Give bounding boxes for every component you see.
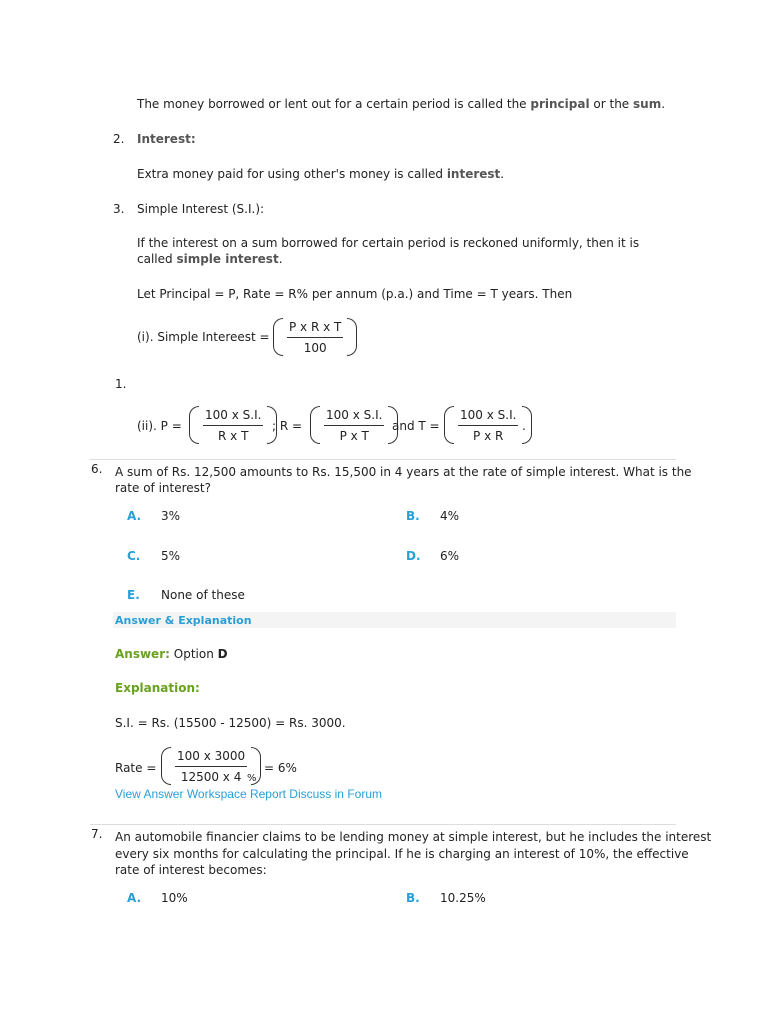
q6-option-a[interactable]	[127, 509, 181, 523]
formula-1-fraction	[273, 318, 357, 356]
question-7-text-line1: An automobile financier claims to be lending money at simple interest, but he includes the interest	[115, 830, 712, 844]
question-7-text-line3: rate of interest becomes:	[115, 863, 267, 877]
answer-line: Answer: Option D	[115, 647, 228, 661]
q6-option-c[interactable]	[127, 549, 181, 563]
formula-3-fraction	[310, 406, 398, 444]
option-text: 6%	[440, 549, 460, 563]
formula-3-numerator: 100 x S.I.	[324, 408, 384, 426]
sum-term: sum	[633, 97, 662, 111]
option-text: 10.25%	[440, 891, 486, 905]
rate-percent-sign: %	[247, 773, 257, 784]
formula-3-separator: and T =	[392, 419, 440, 433]
question-7-text-line2: every six months for calculating the principal. If he is charging an interest of 10%, the effective	[115, 847, 689, 861]
interest-term: interest	[446, 167, 501, 181]
item-3-number: 3.	[113, 202, 125, 216]
formula-4-fraction	[444, 406, 532, 444]
formula-1-numerator: P x R x T	[287, 320, 343, 338]
item-3-title: Simple Interest (S.I.):	[137, 202, 265, 216]
question-6-text-line2: rate of interest?	[115, 481, 211, 495]
formula-2-numerator: 100 x S.I.	[203, 408, 263, 426]
formula-4-numerator: 100 x S.I.	[458, 408, 518, 426]
list-number-1: 1.	[115, 377, 127, 391]
simple-interest-term: simple interest	[176, 252, 279, 266]
formula-2-separator: ; R =	[272, 419, 303, 433]
option-text: 10%	[161, 891, 188, 905]
option-letter: A.	[127, 891, 142, 905]
option-letter: E.	[127, 588, 140, 602]
option-text: 5%	[161, 549, 181, 563]
option-letter: C.	[127, 549, 141, 563]
principal-term: principal	[530, 97, 590, 111]
explanation-label: Explanation:	[115, 681, 200, 695]
question-divider	[90, 824, 676, 825]
rate-denominator: 12500 x 4	[180, 769, 242, 784]
formula-4-end: .	[522, 419, 526, 433]
question-7-number: 7.	[91, 827, 103, 841]
option-text: None of these	[161, 588, 245, 602]
q7-option-a[interactable]	[127, 891, 188, 905]
q6-option-d[interactable]	[406, 549, 460, 563]
option-letter: B.	[406, 509, 420, 523]
answer-explanation-link[interactable]: Answer & Explanation	[115, 614, 252, 627]
question-action-links[interactable]: View Answer Workspace Report Discuss in Forum	[115, 787, 382, 801]
formula-2-fraction	[189, 406, 277, 444]
rate-result: = 6%	[264, 761, 297, 775]
si-calculation: S.I. = Rs. (15500 - 12500) = Rs. 3000.	[115, 716, 346, 730]
simple-interest-def-line1: If the interest on a sum borrowed for certain period is reckoned uniformly, then it is	[137, 236, 640, 250]
option-letter: D.	[406, 549, 421, 563]
question-divider	[90, 459, 676, 460]
item-2-number: 2.	[113, 132, 125, 146]
item-2-title: Interest:	[137, 132, 196, 146]
rate-numerator: 100 x 3000	[175, 749, 247, 767]
option-text: 4%	[440, 509, 460, 523]
answer-option: D	[217, 647, 228, 661]
answer-label: Answer:	[115, 647, 170, 661]
question-6-text-line1: A sum of Rs. 12,500 amounts to Rs. 15,500 in 4 years at the rate of simple interest. What is the	[115, 465, 692, 479]
simple-interest-def-line2: called simple interest.	[137, 252, 283, 266]
q6-option-e[interactable]	[127, 588, 245, 602]
formula-2-label: (ii). P =	[137, 419, 182, 433]
formula-1-denominator: 100	[303, 340, 327, 355]
formula-4-denominator: P x R	[473, 428, 504, 443]
question-6-number: 6.	[91, 462, 103, 476]
q7-option-b[interactable]	[406, 891, 486, 905]
formula-3-denominator: P x T	[339, 428, 369, 443]
option-text: 3%	[161, 509, 181, 523]
principal-definition: The money borrowed or lent out for a certain period is called the principal or the sum.	[137, 97, 666, 111]
option-letter: B.	[406, 891, 420, 905]
formula-2-denominator: R x T	[218, 428, 249, 443]
formula-1-label: (i). Simple Intereest =	[137, 330, 270, 344]
rate-label: Rate =	[115, 761, 157, 775]
q6-option-b[interactable]	[406, 509, 460, 523]
option-letter: A.	[127, 509, 142, 523]
variables-line: Let Principal = P, Rate = R% per annum (p.a.) and Time = T years. Then	[137, 287, 573, 301]
interest-definition: Extra money paid for using other's money is called interest.	[137, 167, 505, 181]
